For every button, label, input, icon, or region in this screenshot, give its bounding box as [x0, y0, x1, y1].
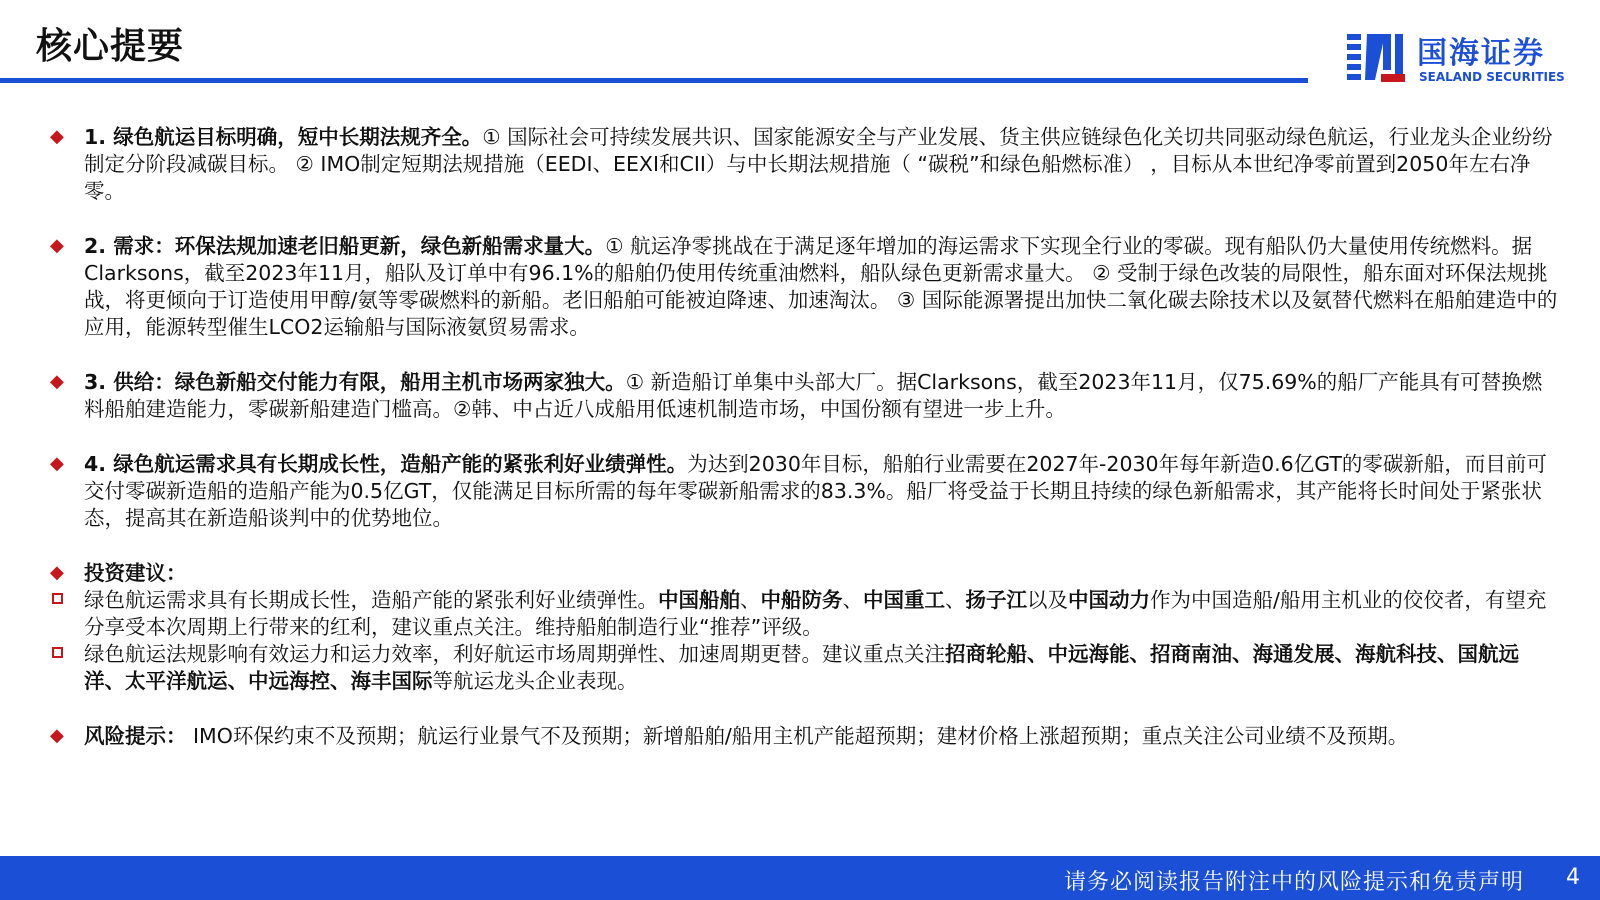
investment-heading-row [48, 560, 1558, 587]
investment-text: 、 [945, 588, 966, 612]
key-point-1 [48, 124, 1558, 205]
key-point-3 [48, 369, 1558, 423]
key-point-text: ① 航运净零挑战在于满足逐年增加的海运需求下实现全行业的零碳。现有船队仍大量使用传统燃料。据Clarksons，截至2023年11月，船队及订单中有96.1%的船舶仍使用传统重油燃料，船队绿色更新需求量大。 ② 受制于绿色改装的局限性，船东面对环保法规挑战，将更倾向于订造使用甲醇/氨等零碳燃料的新船。老旧船舶可能被迫降速、加速淘汰。 ③ 国际能源署提出加快二氧化碳去除技术以及氨替代燃料在船舶建造中的应用，能源转型催生LCO2运输船与国际液氨贸易需求。 [84, 234, 1558, 339]
sealand-logo-icon [1345, 30, 1407, 84]
diamond-bullet-icon: ◆ [50, 126, 64, 147]
key-point-heading: 2. 需求：环保法规加速老旧船更新，绿色新船需求量大。 [84, 234, 606, 258]
risk-heading: 风险提示： [84, 724, 187, 748]
square-bullet-icon [52, 647, 63, 658]
investment-text: 等航运龙头企业表现。 [432, 669, 638, 693]
page-title: 核心提要 [36, 26, 185, 67]
investment-text: 以及 [1027, 588, 1068, 612]
risk-text: IMO环保约束不及预期；航运行业景气不及预期；新增船舶/船用主机产能超预期；建材价格上涨超预期；重点关注公司业绩不及预期。 [186, 724, 1409, 748]
key-point-heading: 3. 供给：绿色新船交付能力有限，船用主机市场两家独大。 [84, 370, 626, 394]
investment-text: 绿色航运法规影响有效运力和运力效率，利好航运市场周期弹性、加速周期更替。建议重点关注 [84, 642, 945, 666]
content-body [48, 124, 1558, 778]
key-point-2 [48, 233, 1558, 341]
investment-item-shipping [48, 641, 1558, 695]
stock-name: 中船防务 [760, 588, 843, 612]
key-point-heading: 4. 绿色航运需求具有长期成长性，造船产能的紧张利好业绩弹性。 [84, 452, 688, 476]
diamond-bullet-icon: ◆ [50, 371, 64, 392]
header-rule [0, 78, 1308, 83]
investment-text: 、 [740, 588, 761, 612]
logo [1345, 28, 1575, 88]
investment-text: 作为中国造船/船用主机业的佼佼者，有望充分享受本次周期上行带来的红利，建议重点关注。维持船舶制造行业“推荐”评级。 [84, 588, 1547, 639]
investment-advice [48, 560, 1558, 695]
footer-disclaimer: 请务必阅读报告附注中的风险提示和免责声明 [1063, 870, 1524, 895]
logo-name-en: SEALAND SECURITIES [1419, 70, 1565, 84]
diamond-bullet-icon: ◆ [50, 235, 64, 256]
investment-text: 绿色航运需求具有长期成长性，造船产能的紧张利好业绩弹性。 [84, 588, 658, 612]
key-point-text: ① 新造船订单集中头部大厂。据Clarksons，截至2023年11月，仅75.69%的船厂产能具有可替换燃料船舶建造能力，零碳新船建造门槛高。②韩、中占近八成船用低速机制造市场，中国份额有望进一步上升。 [84, 370, 1543, 421]
stock-name: 中国船舶 [658, 588, 740, 612]
stock-name: 扬子江 [965, 588, 1027, 612]
diamond-bullet-icon: ◆ [50, 453, 64, 474]
key-point-text: 为达到2030年目标，船舶行业需要在2027年-2030年每年新造0.6亿GT的零碳新船，而目前可交付零碳新造船的造船产能为0.5亿GT，仅能满足目标所需的每年零碳新船需求的83.3%。船厂将受益于长期且持续的绿色新船需求，其产能将长时间处于紧张状态，提高其在新造船谈判中的优势地位。 [84, 452, 1547, 530]
diamond-bullet-icon: ◆ [50, 725, 64, 746]
square-bullet-icon [52, 593, 63, 604]
investment-heading: 投资建议： [84, 561, 187, 585]
stock-name: 中国动力 [1068, 588, 1150, 612]
logo-name-cn: 国海证券 [1417, 36, 1545, 71]
investment-text: 、 [842, 588, 863, 612]
risk-warning [48, 723, 1558, 750]
stock-name: 招商轮船、中远海能、招商南油、海通发展、海航科技、国航远洋、太平洋航运、中远海控、海丰国际 [84, 642, 1519, 693]
key-point-heading: 1. 绿色航运目标明确，短中长期法规齐全。 [84, 125, 483, 149]
page-number: 4 [1566, 865, 1580, 890]
stock-name: 中国重工 [863, 588, 945, 612]
key-point-text: ① 国际社会可持续发展共识、国家能源安全与产业发展、货主供应链绿色化关切共同驱动绿色航运，行业龙头企业纷纷制定分阶段减碳目标。 ② IMO制定短期法规措施（EEDI、EEXI和CII）与中长期法规措施（ “碳税”和绿色船燃标准） ，目标从本世纪净零前置到2050年左右净零。 [84, 125, 1553, 203]
investment-item-shipbuilding [48, 587, 1558, 641]
footer-bar [0, 856, 1600, 900]
diamond-bullet-icon: ◆ [50, 562, 64, 583]
key-point-4 [48, 451, 1558, 532]
